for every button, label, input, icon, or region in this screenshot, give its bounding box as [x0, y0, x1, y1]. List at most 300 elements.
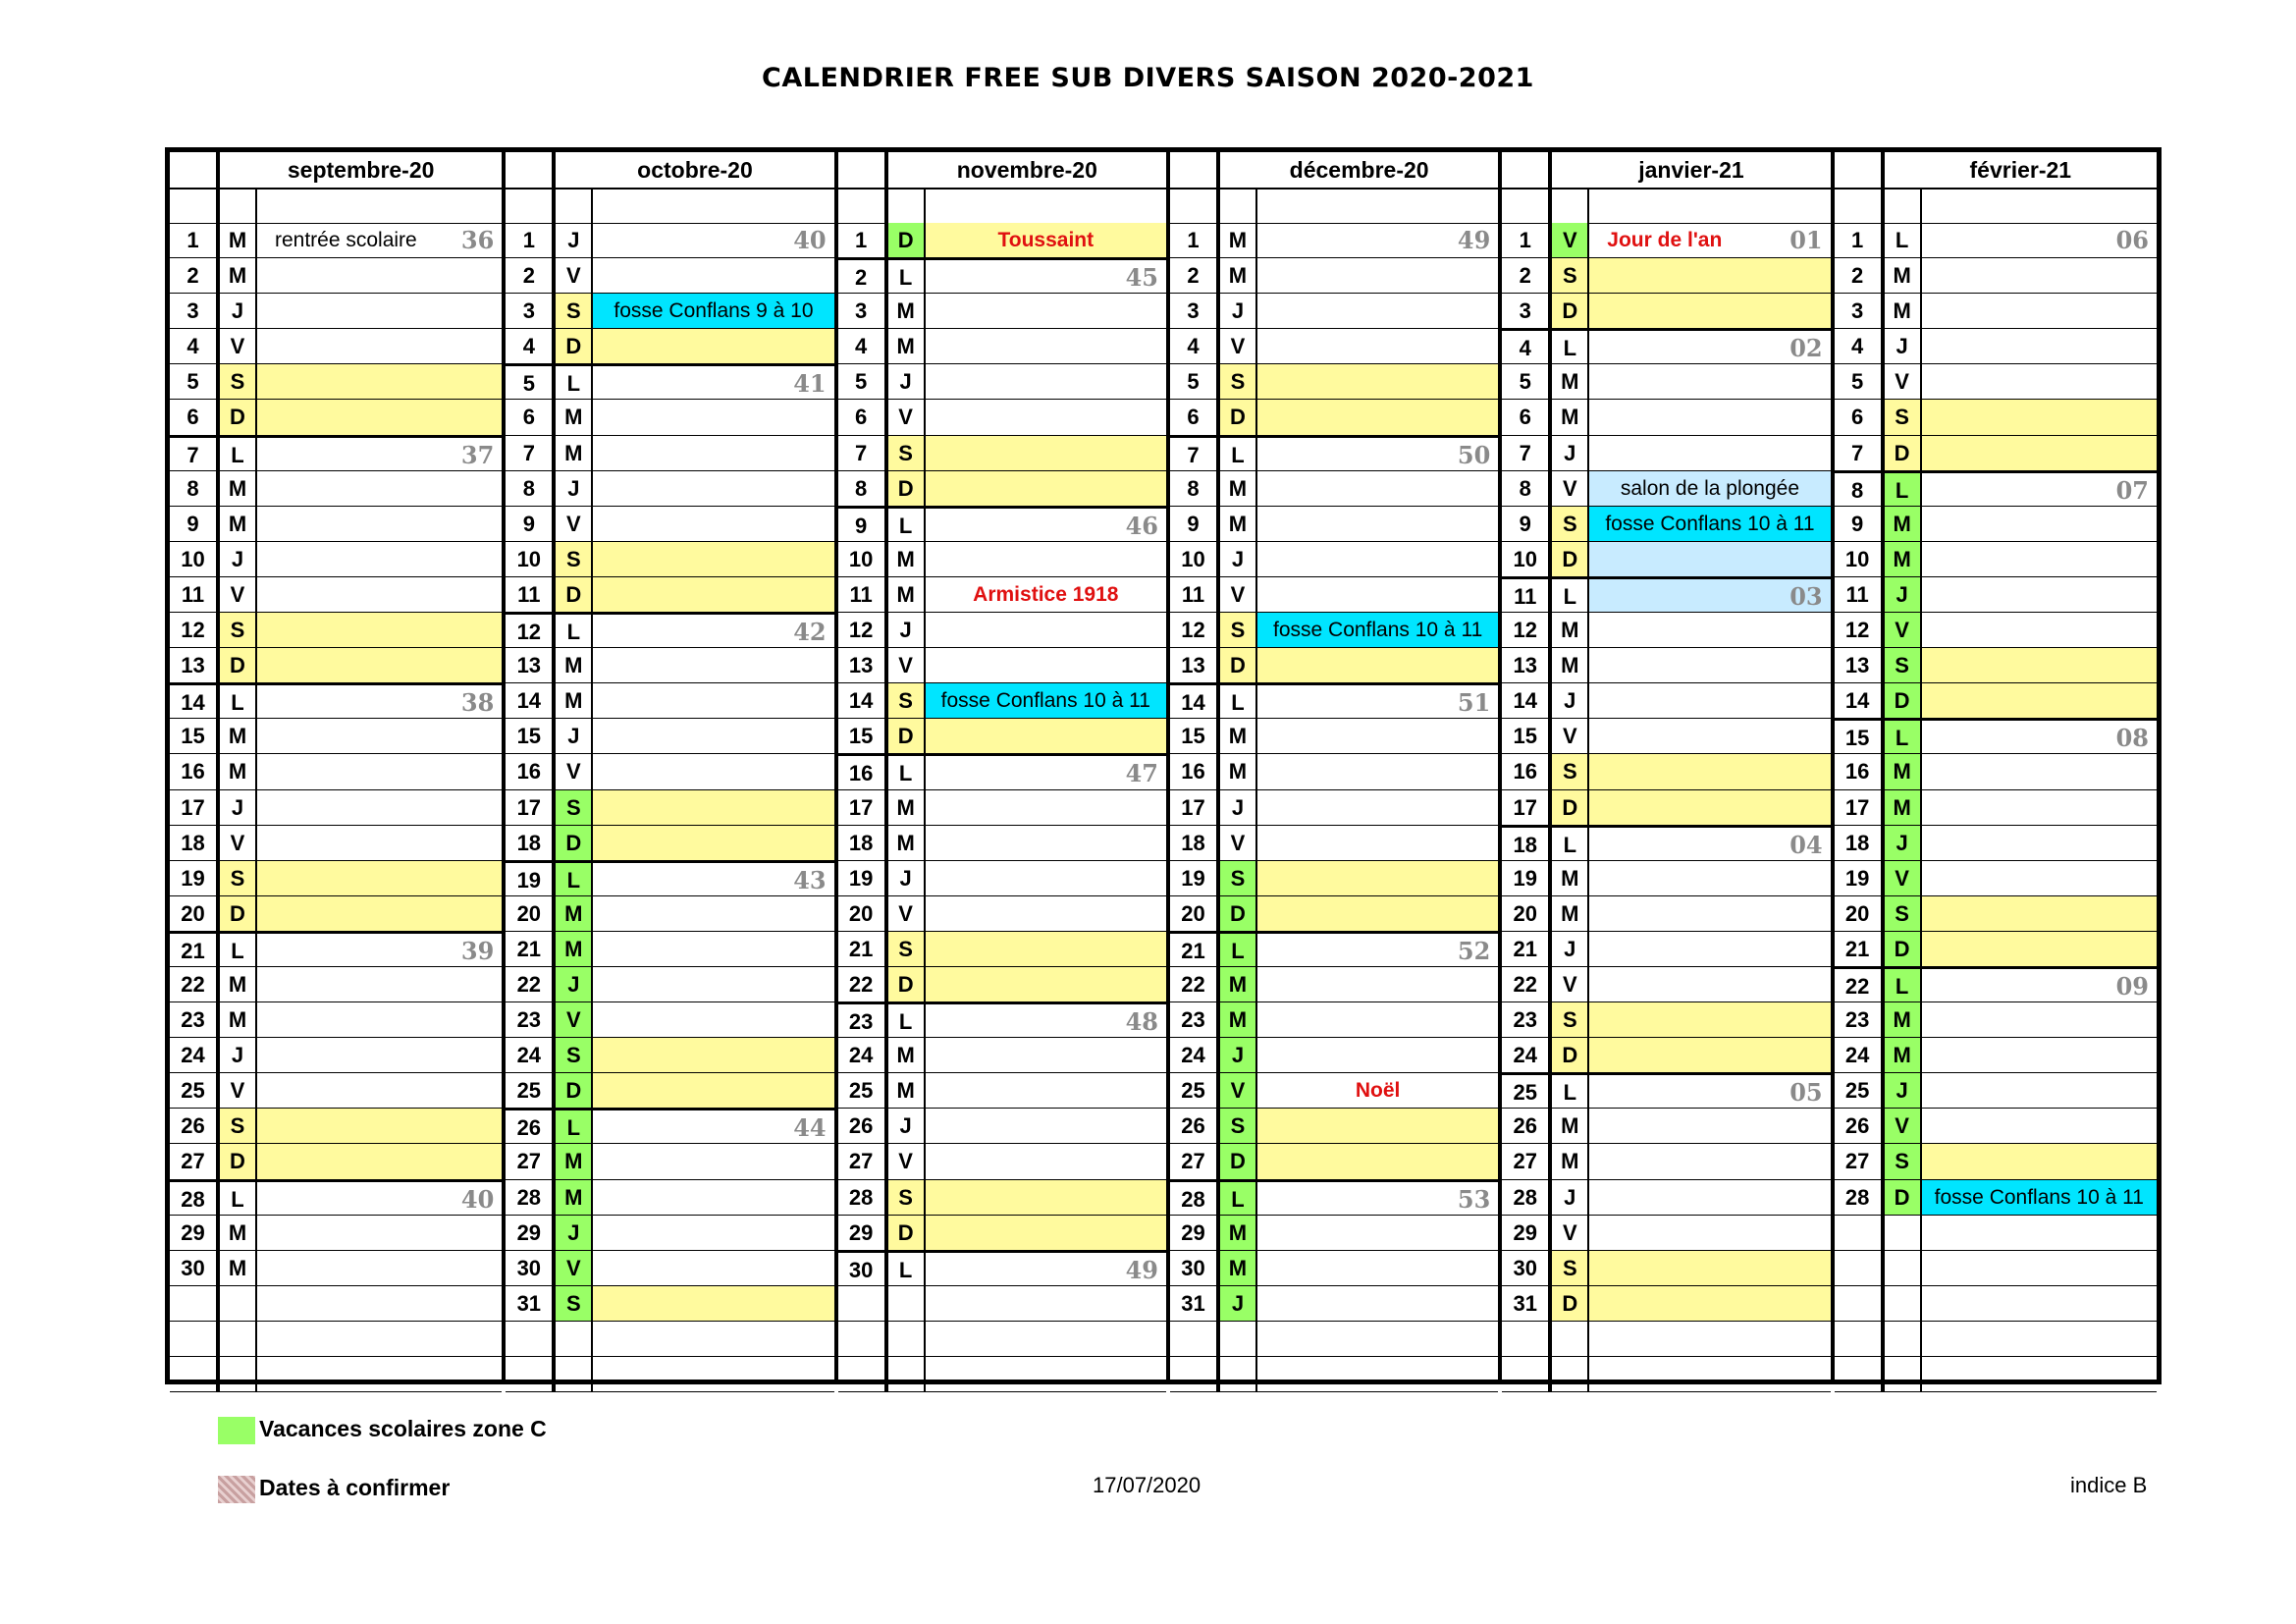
- day-letter: M: [888, 1038, 926, 1072]
- day-cell: [926, 329, 1166, 363]
- day-number: 21: [170, 934, 220, 966]
- day-row: [838, 1109, 1166, 1144]
- day-letter: V: [220, 329, 257, 363]
- day-number: 20: [838, 896, 888, 931]
- day-cell: [1589, 648, 1830, 682]
- day-letter: M: [556, 1180, 593, 1215]
- day-cell: [257, 294, 502, 328]
- day-letter: L: [1220, 1182, 1257, 1215]
- day-letter: D: [888, 967, 926, 1001]
- day-number: 23: [838, 1004, 888, 1037]
- day-cell: [1257, 400, 1498, 434]
- day-cell: [1589, 1216, 1830, 1250]
- day-letter: S: [220, 613, 257, 647]
- day-cell: [1922, 258, 2157, 293]
- day-cell: [1589, 790, 1830, 825]
- day-cell: [926, 683, 1166, 718]
- day-number: 30: [1502, 1251, 1552, 1285]
- day-cell: [1589, 400, 1830, 434]
- day-cell: [926, 967, 1166, 1001]
- day-letter: M: [556, 436, 593, 470]
- day-cell: [1257, 438, 1498, 470]
- day-letter: J: [556, 967, 593, 1001]
- day-cell: [926, 648, 1166, 682]
- day-letter: L: [888, 260, 926, 293]
- day-cell: [257, 507, 502, 541]
- day-letter: V: [556, 507, 593, 541]
- day-cell: [1257, 1038, 1498, 1072]
- day-letter: J: [888, 1109, 926, 1143]
- day-number: 4: [838, 329, 888, 363]
- day-cell: [1257, 1216, 1498, 1250]
- day-cell: [926, 1180, 1166, 1215]
- day-row: [1835, 719, 2157, 754]
- week-number: 02: [1789, 334, 1823, 363]
- day-letter: M: [888, 1073, 926, 1108]
- day-number: 28: [170, 1182, 220, 1215]
- day-cell: [1257, 223, 1498, 257]
- day-letter: L: [220, 1182, 257, 1215]
- day-row: [1170, 436, 1498, 471]
- day-cell: [1257, 648, 1498, 682]
- day-number: 3: [506, 294, 556, 328]
- day-cell: [926, 436, 1166, 470]
- day-number: 12: [1170, 613, 1220, 647]
- week-number: 01: [1789, 226, 1823, 254]
- day-letter: M: [1885, 542, 1922, 576]
- day-row: [838, 436, 1166, 471]
- day-letter: L: [1552, 828, 1589, 860]
- day-number: 12: [838, 613, 888, 647]
- day-letter: M: [888, 542, 926, 576]
- day-letter: D: [556, 826, 593, 860]
- day-cell: [257, 1073, 502, 1108]
- day-cell: [1257, 967, 1498, 1001]
- day-cell: [593, 719, 833, 753]
- day-row: [1502, 613, 1830, 648]
- day-letter: V: [556, 754, 593, 788]
- day-letter: J: [1552, 932, 1589, 966]
- day-number: 13: [838, 648, 888, 682]
- day-number: 11: [170, 577, 220, 612]
- day-number: 1: [170, 223, 220, 257]
- day-letter: M: [1885, 790, 1922, 825]
- day-row: [1170, 754, 1498, 789]
- day-number: 26: [1502, 1109, 1552, 1143]
- day-cell: [257, 934, 502, 966]
- day-number: 22: [170, 967, 220, 1001]
- day-row: [170, 826, 502, 861]
- day-letter: V: [888, 896, 926, 931]
- day-cell: [1589, 861, 1830, 895]
- event-label: fosse Conflans 10 à 11: [940, 689, 1150, 713]
- day-number: 10: [170, 542, 220, 576]
- day-cell: [1257, 1002, 1498, 1037]
- day-row: [506, 967, 833, 1002]
- day-number: 1: [838, 223, 888, 257]
- month-header: [838, 152, 1166, 189]
- day-row: [1835, 683, 2157, 719]
- day-cell: [593, 826, 833, 860]
- day-cell: [1257, 471, 1498, 506]
- day-number: 7: [1835, 436, 1885, 470]
- day-row: [1835, 542, 2157, 577]
- day-cell: [257, 1144, 502, 1178]
- day-letter: J: [888, 364, 926, 399]
- day-letter: V: [1220, 1073, 1257, 1108]
- day-row: [838, 896, 1166, 932]
- day-cell: [1589, 1286, 1830, 1321]
- day-number: 17: [1170, 790, 1220, 825]
- day-cell: [926, 756, 1166, 788]
- day-letter: S: [1552, 258, 1589, 293]
- day-row: [1170, 648, 1498, 683]
- day-row: [506, 1109, 833, 1144]
- day-row: [1170, 507, 1498, 542]
- day-letter: D: [1220, 1144, 1257, 1178]
- day-cell: [926, 826, 1166, 860]
- day-letter: M: [220, 1251, 257, 1285]
- day-letter: V: [1552, 471, 1589, 506]
- day-cell: [257, 471, 502, 506]
- day-row: [838, 364, 1166, 400]
- week-number: 47: [1125, 759, 1158, 788]
- day-number: 5: [1835, 364, 1885, 399]
- day-row: [506, 471, 833, 507]
- day-cell: [593, 648, 833, 682]
- day-cell: [926, 1253, 1166, 1285]
- day-number: 24: [170, 1038, 220, 1072]
- day-cell: [593, 366, 833, 399]
- day-row: [1502, 400, 1830, 435]
- day-row: [1170, 896, 1498, 932]
- day-letter: S: [1220, 861, 1257, 895]
- day-row: [1835, 507, 2157, 542]
- day-number: 26: [506, 1110, 556, 1143]
- day-letter: M: [220, 1216, 257, 1250]
- day-number: 2: [506, 258, 556, 293]
- day-number: 13: [506, 648, 556, 682]
- day-letter: M: [1220, 223, 1257, 257]
- day-row: [1502, 507, 1830, 542]
- month-header: [1170, 152, 1498, 189]
- week-number: 39: [460, 936, 495, 965]
- week-number: 38: [460, 688, 495, 718]
- day-number: 21: [838, 932, 888, 966]
- day-row: [1170, 1251, 1498, 1286]
- legend-vacances-label: Vacances scolaires zone C: [259, 1416, 547, 1441]
- day-cell: [1922, 790, 2157, 825]
- day-row: [1502, 223, 1830, 258]
- day-cell: [593, 329, 833, 363]
- day-row: [170, 1251, 502, 1286]
- day-row: [1835, 1073, 2157, 1109]
- day-cell: [1589, 967, 1830, 1001]
- day-number: 16: [1835, 754, 1885, 788]
- day-row: [170, 436, 502, 471]
- day-cell: [1922, 721, 2157, 753]
- day-letter: L: [556, 615, 593, 647]
- day-cell: [593, 1180, 833, 1215]
- day-cell: [1922, 932, 2157, 966]
- day-row: [838, 1002, 1166, 1038]
- day-letter: M: [888, 329, 926, 363]
- day-number: 28: [1502, 1180, 1552, 1215]
- day-number: 25: [1170, 1073, 1220, 1108]
- day-letter: V: [888, 648, 926, 682]
- day-cell: [1257, 861, 1498, 895]
- week-number: 04: [1789, 830, 1823, 859]
- day-number: 27: [838, 1144, 888, 1178]
- day-cell: [926, 896, 1166, 931]
- day-row: [170, 1038, 502, 1073]
- day-row: [1835, 400, 2157, 435]
- day-number: 16: [506, 754, 556, 788]
- day-number: 31: [1502, 1286, 1552, 1321]
- day-number: 22: [838, 967, 888, 1001]
- day-row: [1835, 967, 2157, 1002]
- day-number: 29: [170, 1216, 220, 1250]
- day-cell: [926, 471, 1166, 506]
- day-row: [1835, 223, 2157, 258]
- day-number: 19: [170, 861, 220, 895]
- day-row: [170, 613, 502, 648]
- day-cell: [1589, 579, 1830, 612]
- day-letter: J: [1552, 1180, 1589, 1215]
- day-number: 9: [838, 509, 888, 541]
- day-letter: S: [556, 1286, 593, 1321]
- day-letter: M: [556, 1144, 593, 1178]
- day-row: [506, 507, 833, 542]
- day-row: [170, 932, 502, 967]
- day-letter: L: [1552, 1075, 1589, 1108]
- legend-vacances: [218, 1416, 547, 1444]
- day-letter: M: [1220, 719, 1257, 753]
- day-cell: [1922, 507, 2157, 541]
- day-row: [170, 861, 502, 896]
- day-letter: J: [1220, 294, 1257, 328]
- day-cell: [1922, 577, 2157, 612]
- month-header: [506, 152, 833, 189]
- day-cell: [926, 400, 1166, 434]
- day-letter: L: [1885, 473, 1922, 506]
- day-letter: J: [556, 719, 593, 753]
- day-letter: D: [1885, 436, 1922, 470]
- day-letter: L: [1552, 331, 1589, 363]
- day-number: 5: [1170, 364, 1220, 399]
- day-number: 5: [838, 364, 888, 399]
- day-number: 21: [1170, 934, 1220, 966]
- day-letter: M: [1220, 471, 1257, 506]
- day-cell: [926, 364, 1166, 399]
- day-cell: [593, 400, 833, 434]
- day-row: [1170, 683, 1498, 719]
- day-row: [1170, 258, 1498, 294]
- day-row: [1835, 613, 2157, 648]
- day-cell: [1922, 1002, 2157, 1037]
- day-number: 22: [1502, 967, 1552, 1001]
- day-cell: [593, 683, 833, 718]
- day-number: 28: [838, 1180, 888, 1215]
- day-row: [506, 294, 833, 329]
- week-number: 07: [2115, 475, 2149, 505]
- day-cell: [593, 1038, 833, 1072]
- day-letter: M: [556, 400, 593, 434]
- event-label: Armistice 1918: [973, 582, 1119, 606]
- day-number: 6: [170, 400, 220, 434]
- day-cell: [1589, 258, 1830, 293]
- day-cell: [1257, 577, 1498, 612]
- day-row: [1835, 364, 2157, 400]
- day-letter: M: [1885, 507, 1922, 541]
- day-cell: [257, 719, 502, 753]
- day-row: [1170, 1002, 1498, 1038]
- day-row: [506, 400, 833, 435]
- day-cell: [926, 1216, 1166, 1250]
- day-cell: [926, 613, 1166, 647]
- day-number: 10: [1835, 542, 1885, 576]
- day-cell: [926, 932, 1166, 966]
- day-row: [1502, 1109, 1830, 1144]
- week-number: 51: [1457, 688, 1491, 718]
- day-number: 17: [170, 790, 220, 825]
- day-row: [838, 790, 1166, 826]
- day-letter: S: [1885, 896, 1922, 931]
- day-number: 18: [838, 826, 888, 860]
- day-letter: J: [556, 471, 593, 506]
- day-cell: [257, 613, 502, 647]
- day-number: 25: [1835, 1073, 1885, 1108]
- day-letter: D: [220, 896, 257, 931]
- day-letter: M: [556, 896, 593, 931]
- day-number: 12: [506, 615, 556, 647]
- day-number: 20: [170, 896, 220, 931]
- page-title: CALENDRIER FREE SUB DIVERS SAISON 2020-2021: [762, 63, 1534, 93]
- day-cell: [593, 754, 833, 788]
- day-number: 17: [1502, 790, 1552, 825]
- day-letter: M: [220, 258, 257, 293]
- day-row: [838, 223, 1166, 258]
- day-letter: S: [1552, 507, 1589, 541]
- day-number: 6: [506, 400, 556, 434]
- day-number: 4: [1170, 329, 1220, 363]
- day-letter: V: [1885, 613, 1922, 647]
- day-row: [1502, 754, 1830, 789]
- day-cell: [1922, 754, 2157, 788]
- day-row: [506, 648, 833, 683]
- day-cell: [257, 400, 502, 434]
- day-letter: D: [888, 719, 926, 753]
- day-cell: [593, 223, 833, 257]
- day-row: [170, 1002, 502, 1038]
- day-letter: J: [1220, 790, 1257, 825]
- day-cell: [1257, 1073, 1498, 1108]
- day-number: 2: [1502, 258, 1552, 293]
- day-cell: [926, 577, 1166, 612]
- day-cell: [593, 471, 833, 506]
- day-cell: [1589, 1144, 1830, 1178]
- day-row: [838, 719, 1166, 754]
- day-number: 15: [170, 719, 220, 753]
- day-letter: M: [888, 577, 926, 612]
- day-cell: [257, 438, 502, 470]
- day-number: 2: [170, 258, 220, 293]
- day-row: [170, 400, 502, 435]
- day-cell: [257, 754, 502, 788]
- day-cell: [593, 542, 833, 576]
- day-row: [838, 1180, 1166, 1216]
- day-row: [506, 683, 833, 719]
- day-row: [1502, 861, 1830, 896]
- day-letter: L: [1885, 969, 1922, 1001]
- day-number: 6: [1502, 400, 1552, 434]
- day-row: [170, 896, 502, 932]
- day-number: 23: [170, 1002, 220, 1037]
- day-letter: V: [556, 1251, 593, 1285]
- week-number: 43: [793, 865, 827, 894]
- day-number: 18: [1502, 828, 1552, 860]
- event-label: fosse Conflans 10 à 11: [1605, 512, 1815, 535]
- day-number: 14: [1835, 683, 1885, 718]
- day-row: [1502, 294, 1830, 329]
- day-row: [838, 1038, 1166, 1073]
- month-name: décembre-20: [1289, 157, 1429, 183]
- month-column: [1166, 152, 1498, 1380]
- day-number: 14: [170, 685, 220, 718]
- day-letter: M: [1220, 1251, 1257, 1285]
- day-number: 17: [838, 790, 888, 825]
- day-row: [506, 613, 833, 648]
- month-header: [170, 152, 502, 189]
- day-row: [506, 577, 833, 613]
- day-row: [1835, 436, 2157, 471]
- day-letter: D: [556, 1073, 593, 1108]
- day-letter: S: [1552, 754, 1589, 788]
- day-row: [1502, 1002, 1830, 1038]
- day-letter: L: [1885, 721, 1922, 753]
- legend-a-confirmer-label: Dates à confirmer: [259, 1475, 451, 1500]
- day-number: 25: [506, 1073, 556, 1108]
- day-number: 27: [170, 1144, 220, 1178]
- day-letter: S: [220, 861, 257, 895]
- day-number: 4: [170, 329, 220, 363]
- day-number: 7: [1170, 438, 1220, 470]
- day-number: 27: [1502, 1144, 1552, 1178]
- day-number: 21: [506, 932, 556, 966]
- day-cell: [1257, 754, 1498, 788]
- day-letter: L: [220, 685, 257, 718]
- day-row: [1170, 1286, 1498, 1322]
- day-number: 11: [506, 577, 556, 612]
- day-number: 12: [1502, 613, 1552, 647]
- month-name: novembre-20: [956, 157, 1097, 183]
- day-cell: [926, 1004, 1166, 1037]
- day-row: [1170, 967, 1498, 1002]
- day-cell: [1589, 471, 1830, 506]
- day-letter: V: [888, 400, 926, 434]
- week-number: 37: [460, 440, 495, 469]
- day-number: 7: [838, 436, 888, 470]
- day-cell: [257, 364, 502, 399]
- day-row: [1502, 896, 1830, 932]
- day-row: [506, 1216, 833, 1251]
- day-number: 13: [1502, 648, 1552, 682]
- day-number: 15: [1502, 719, 1552, 753]
- day-letter: M: [888, 826, 926, 860]
- day-cell: [257, 1038, 502, 1072]
- day-number: 4: [506, 329, 556, 363]
- day-row: [838, 613, 1166, 648]
